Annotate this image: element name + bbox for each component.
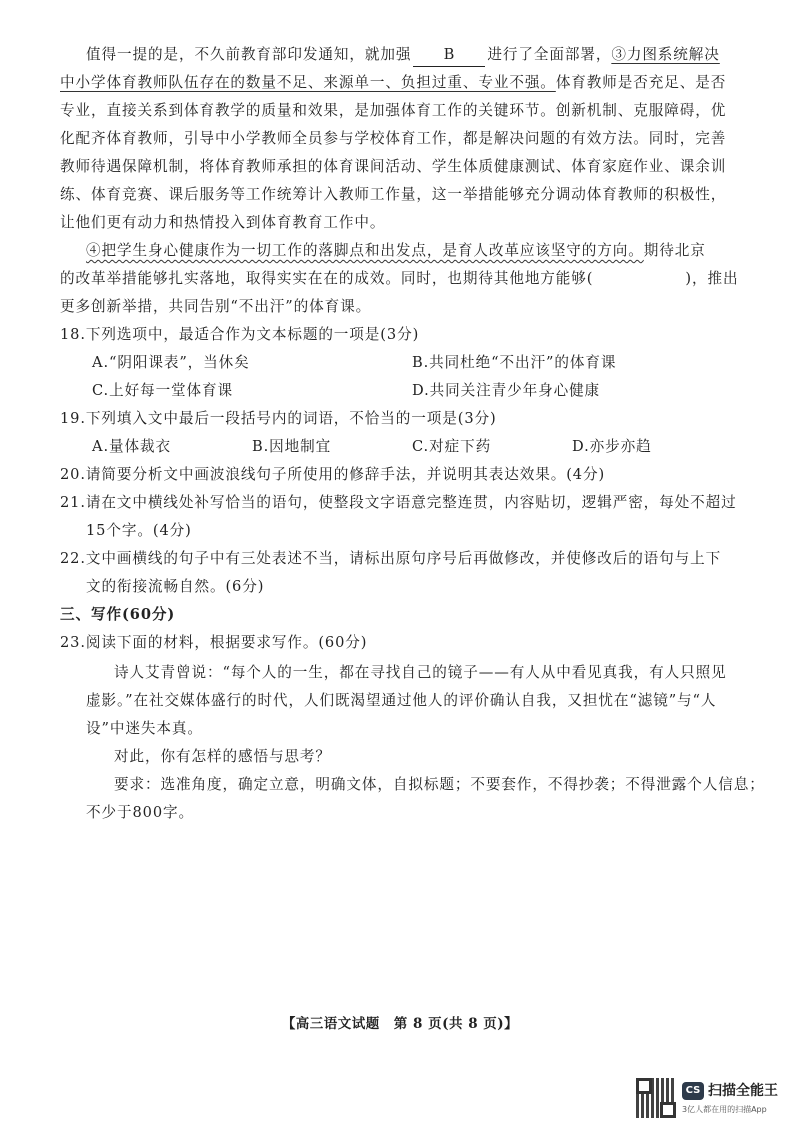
wavy-underlined-sentence: ④把学生身心健康作为一切工作的落脚点和出发点，是育人改革应该坚守的方向。 [86,242,644,259]
passage-line [60,268,738,290]
option-19-a: A.量体裁衣 [92,438,171,455]
passage-line: 更多创新举措，共同告别“不出汗”的体育课。 [60,298,372,315]
question-22-cont: 文的衔接流畅自然。(6分) [86,578,265,595]
question-19: 19.下列填入文中最后一段括号内的词语，不恰当的一项是(3分) [60,410,497,427]
passage-line: 让他们更有动力和热情投入到体育教育工作中。 [60,214,386,231]
option-18-a: A.“阴阳课表”，当休矣 [92,354,250,371]
writing-requirements-cont: 不少于800字。 [86,804,195,821]
passage-line: 化配齐体育教师，引导中小学教师全员参与学校体育工作，都是解决问题的有效方法。同时，完善 [60,130,727,147]
page-footer: 【高三语文试题 第 8 页(共 8 页)】 [281,1016,519,1032]
camscanner-tagline: 3亿人都在用的扫描App [682,1105,767,1114]
question-21-cont: 15个字。(4分) [86,522,192,539]
option-19-b: B.因地制宜 [252,438,332,455]
question-21: 21.请在文中横线处补写恰当的语句，使整段文字语意完整连贯，内容贴切，逻辑严密，每处不超过 [60,494,737,511]
material-line: 诗人艾青曾说：“每个人的一生，都在寻找自己的镜子——有人从中看见真我，有人只照见 [114,664,727,681]
question-18: 18.下列选项中，最适合作为文本标题的一项是(3分) [60,326,420,343]
passage-line: 专业，直接关系到体育教学的质量和效果，是加强体育工作的关键环节。创新机制、克服障碍，优 [60,102,727,119]
qr-code-icon [636,1078,676,1118]
passage-line: 练、体育竞赛、课后服务等工作统筹计入教师工作量，这一举措能够充分调动体育教师的积极性， [60,186,727,203]
option-19-c: C.对症下药 [412,438,492,455]
passage-line [86,240,706,262]
question-22: 22.文中画横线的句子中有三处表述不当，请标出原句序号后再做修改，并使修改后的语句与上下 [60,550,722,567]
material-prompt: 对此，你有怎样的感悟与思考？ [114,748,331,765]
scanner-watermark [636,1076,786,1122]
option-18-b: B.共同杜绝“不出汗”的体育课 [412,354,617,371]
camscanner-name: 扫描全能王 [708,1083,778,1099]
material-line: 设”中迷失本真。 [86,720,203,737]
option-18-c: C.上好每一堂体育课 [92,382,234,399]
question-23: 23.阅读下面的材料，根据要求写作。(60分) [60,634,368,651]
passage-line: 教师待遇保障机制，将体育教师承担的体育课间活动、学生体质健康测试、体育家庭作业、课余训 [60,158,727,175]
passage-text: 的改革举措能够扎实落地，取得实实在在的成效。同时，也期待其他地方能够( [60,270,594,287]
underlined-sentence: 中小学体育教师队伍存在的数量不足、来源单一、负担过重、专业不强。 [60,74,556,91]
section-heading-writing: 三、写作(60分) [60,606,176,623]
passage-line [86,44,720,67]
material-line: 虚影。”在社交媒体盛行的时代，人们既渴望通过他人的评价确认自我，又担忧在“滤镜”与“人 [86,692,717,709]
writing-requirements: 要求：选准角度，确定立意，明确文体，自拟标题；不要套作，不得抄袭；不得泄露个人信息； [114,776,765,793]
answer-blank: B [413,44,485,67]
passage-text: 值得一提的是，不久前教育部印发通知，就加强 [86,46,412,63]
option-19-d: D.亦步亦趋 [572,438,652,455]
passage-text: 进行了全面部署， [487,46,612,63]
question-20: 20.请简要分析文中画波浪线句子所使用的修辞手法，并说明其表达效果。(4分) [60,466,606,483]
passage-text: 体育教师是否充足、是否 [555,74,727,91]
passage-text: 期待北京 [643,242,706,259]
option-18-d: D.共同关注青少年身心健康 [412,382,601,399]
underlined-sentence: ③力图系统解决 [611,46,720,63]
passage-text: )，推出 [685,270,739,287]
camscanner-logo: CS [682,1082,704,1100]
passage-line [60,72,726,94]
